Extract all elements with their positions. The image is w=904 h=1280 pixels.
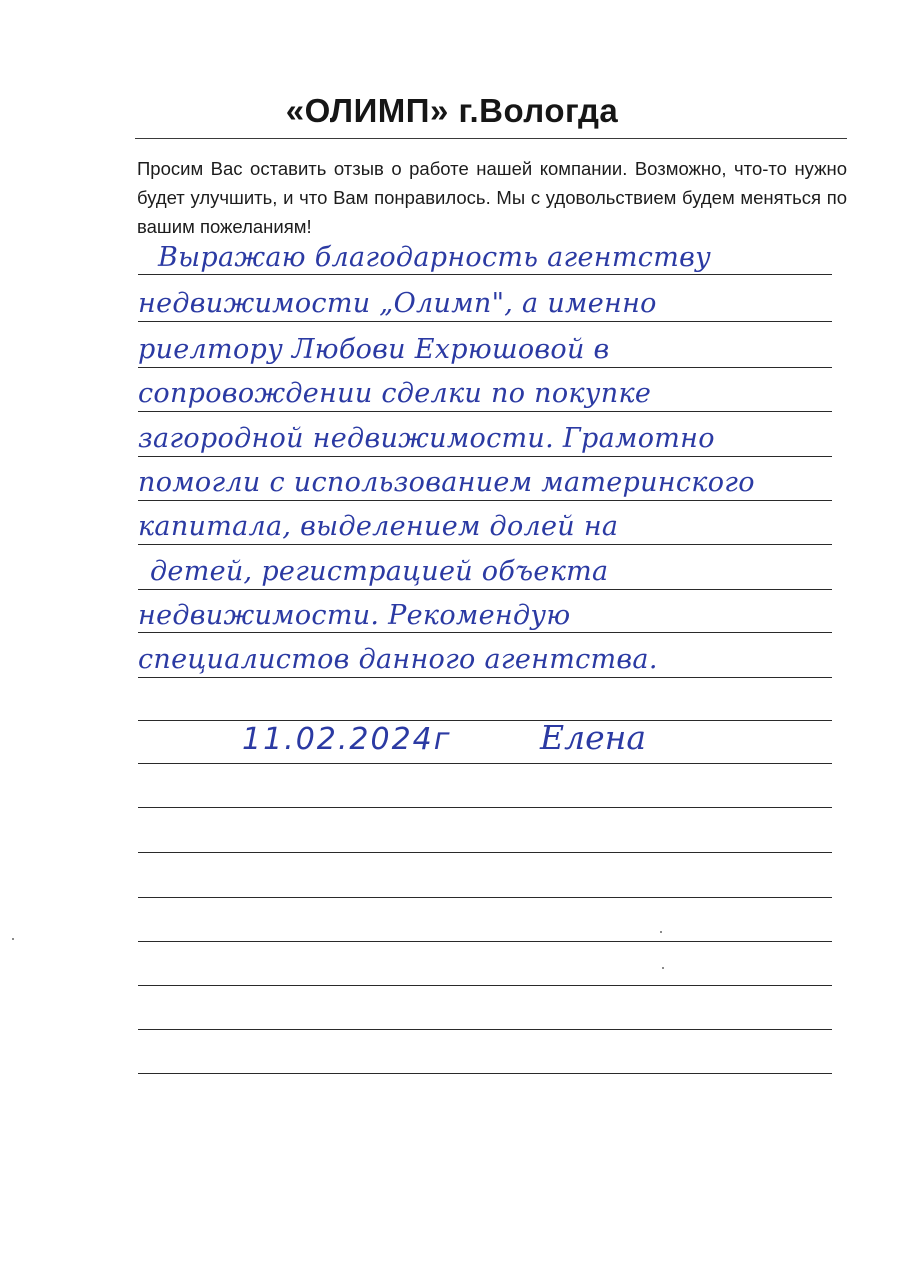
ruled-line [138, 897, 832, 898]
ruled-line [138, 456, 832, 457]
handwritten-date: 11.02.2024г [242, 722, 452, 757]
handwritten-line: сопровождении сделки по покупке [138, 378, 652, 409]
ruled-line [138, 500, 832, 501]
scan-speck [12, 938, 14, 940]
page-title: «ОЛИМП» г.Вологда [285, 92, 619, 129]
ruled-line [138, 852, 832, 853]
ruled-line [138, 632, 832, 633]
ruled-line [138, 720, 832, 721]
ruled-line [138, 807, 832, 808]
handwritten-line: риелтору Любови Ехрюшовой в [138, 334, 610, 365]
handwritten-line: детей, регистрацией объекта [150, 556, 609, 587]
ruled-line [138, 677, 832, 678]
handwritten-line: капитала, выделением долей на [138, 511, 619, 542]
ruled-line [138, 589, 832, 590]
ruled-line [138, 544, 832, 545]
handwritten-line: недвижимости. Рекомендую [138, 600, 571, 631]
ruled-line [138, 274, 832, 275]
handwritten-line: Выражаю благодарность агентству [158, 242, 712, 273]
ruled-line [138, 367, 832, 368]
scan-speck [662, 967, 664, 969]
ruled-line [138, 941, 832, 942]
handwritten-signature: Елена [540, 718, 647, 757]
handwritten-line: недвижимости „Олимп", а именно [138, 288, 657, 319]
handwritten-line: специалистов данного агентства. [138, 644, 658, 675]
ruled-line [138, 1073, 832, 1074]
scan-speck [660, 931, 662, 933]
title-divider [135, 138, 847, 139]
ruled-line [138, 763, 832, 764]
handwritten-line: загородной недвижимости. Грамотно [138, 423, 715, 454]
ruled-line [138, 411, 832, 412]
handwritten-line: помогли с использованием материнского [138, 467, 755, 498]
ruled-line [138, 321, 832, 322]
intro-paragraph: Просим Вас оставить отзыв о работе нашей компании. Возможно, что-то нужно будет улучшить, и что Вам понравилось. Мы с удовольствием будем меняться по вашим пожеланиям! [137, 158, 847, 237]
ruled-line [138, 985, 832, 986]
ruled-line [138, 1029, 832, 1030]
